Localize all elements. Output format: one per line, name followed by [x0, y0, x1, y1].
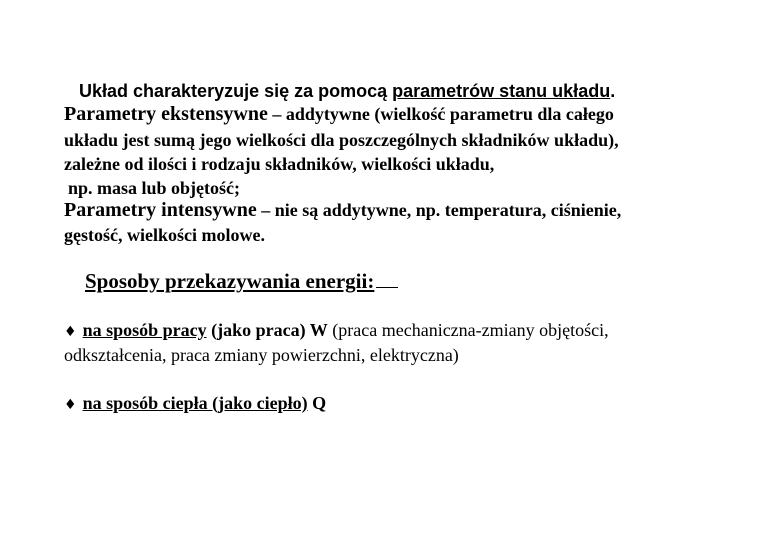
work-desc-2: odkształcenia, praca zmiany powierzchni, elektryczna): [64, 345, 459, 365]
heading-underline-tail: [376, 269, 398, 288]
intro-link-term: parametrów stanu układu: [392, 81, 611, 101]
extensive-dash: –: [267, 104, 286, 124]
extensive-text-1: addytywne (wielkość parametru dla całego: [285, 104, 614, 124]
intro-line: [79, 81, 615, 102]
diamond-bullet-icon: ♦: [64, 324, 77, 340]
extensive-text-2: układu jest sumą jego wielkości dla poszczególnych składników układu),: [64, 130, 619, 150]
diamond-bullet-icon: ♦: [64, 397, 77, 413]
energy-item-heat: [64, 393, 326, 414]
extensive-term: Parametry ekstensywne: [64, 103, 268, 125]
work-desc-1: (praca mechaniczna-zmiany objętości,: [327, 320, 609, 340]
energy-heading-text: Sposoby przekazywania energii:: [85, 269, 375, 293]
energy-heading: [85, 269, 398, 294]
intro-period: .: [610, 81, 616, 101]
heat-bold-rest: Q: [307, 393, 327, 413]
extensive-text-4: np. masa lub objętość;: [68, 178, 241, 198]
intensive-line-1: [64, 199, 621, 222]
extensive-line-1: [64, 103, 614, 126]
intensive-term: Parametry intensywne: [64, 199, 257, 221]
intensive-dash: –: [256, 200, 275, 220]
intro-text: Układ charakteryzuje się za pomocą: [79, 81, 393, 101]
work-label: na sposób pracy: [82, 320, 207, 340]
intensive-text-1: nie są addytywne, np. temperatura, ciśnienie,: [274, 200, 622, 220]
heat-label: na sposób ciepła (jako ciepło): [82, 393, 308, 413]
work-bold-rest: (jako praca) W: [206, 320, 328, 340]
intensive-text-2: gęstość, wielkości molowe.: [64, 225, 265, 245]
energy-item-work: [64, 320, 609, 341]
extensive-text-3: zależne od ilości i rodzaju składników, wielkości układu,: [64, 154, 495, 174]
